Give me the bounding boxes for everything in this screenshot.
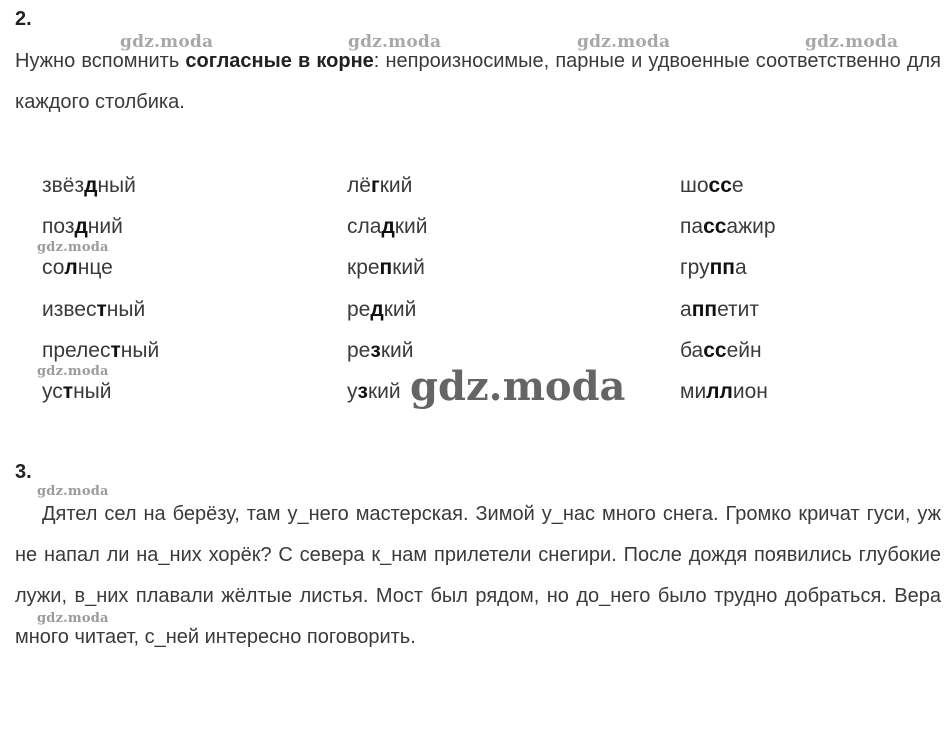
word-part: ний	[87, 215, 123, 239]
word-consonant: т	[96, 297, 107, 321]
word-part: ре	[347, 297, 371, 321]
intro-text-end: : непроизносимые, парные и удвоенные соответственно для каждого столбика.	[15, 50, 941, 113]
word-consonant: д	[370, 297, 384, 321]
word-column-2	[347, 165, 427, 412]
word-consonant: з	[357, 379, 368, 403]
word-consonant: п	[379, 256, 393, 280]
watermark: gdz.moda	[37, 364, 109, 379]
word-item	[680, 330, 776, 371]
word-part: извес	[42, 297, 97, 321]
word-consonant: сс	[708, 174, 732, 197]
word-item	[347, 206, 427, 247]
word-part: ми	[680, 379, 707, 403]
word-part: кий	[379, 174, 413, 197]
word-consonant: л	[64, 256, 78, 280]
task-2-number: 2.	[15, 8, 32, 30]
word-part: нце	[77, 256, 113, 280]
watermark: gdz.moda	[37, 240, 109, 255]
word-consonant: сс	[703, 215, 727, 239]
word-part: кий	[394, 215, 428, 239]
word-item	[42, 330, 159, 371]
word-item	[347, 330, 427, 371]
word-consonant: д	[84, 174, 98, 197]
word-item	[347, 289, 427, 330]
word-part: ный	[120, 338, 160, 362]
word-item	[680, 206, 776, 247]
word-part: ба	[680, 338, 704, 362]
intro-text-start: Нужно вспомнить	[15, 50, 186, 72]
word-part: звёз	[42, 174, 85, 197]
word-part: а	[680, 297, 692, 321]
watermark: gdz.moda	[805, 32, 899, 52]
word-part: ажир	[726, 215, 776, 239]
word-consonant: г	[370, 174, 380, 197]
word-part: сла	[347, 215, 382, 239]
word-item	[680, 289, 776, 330]
word-part: ейн	[726, 338, 762, 362]
intro-text-bold: согласные в корне	[185, 50, 374, 72]
word-item	[42, 206, 159, 247]
word-part: е	[731, 174, 744, 197]
word-consonant: т	[62, 379, 74, 403]
word-consonant: з	[370, 338, 381, 362]
word-column-1	[42, 165, 159, 412]
word-consonant: пп	[691, 297, 718, 321]
watermark-large: gdz.moda	[410, 363, 626, 410]
task-2-intro	[15, 41, 941, 123]
watermark: gdz.moda	[37, 484, 109, 499]
word-item	[42, 289, 159, 330]
watermark: gdz.moda	[577, 32, 671, 52]
word-part: а	[734, 256, 747, 280]
word-part: ус	[42, 379, 63, 403]
word-part: гру	[680, 256, 710, 280]
word-item	[680, 371, 776, 412]
word-part: ион	[732, 379, 768, 403]
word-part: поз	[42, 215, 75, 239]
word-part: ре	[347, 338, 371, 362]
word-item	[347, 371, 427, 412]
task-3-number: 3.	[15, 461, 32, 483]
word-item	[42, 165, 159, 206]
word-part: ный	[106, 297, 146, 321]
watermark: gdz.moda	[348, 32, 442, 52]
word-part: кий	[383, 297, 417, 321]
word-item	[680, 165, 776, 206]
word-part: шо	[680, 174, 709, 197]
word-consonant: т	[110, 338, 121, 362]
word-part: у	[347, 379, 358, 403]
word-part: па	[680, 215, 704, 239]
word-part: кий	[380, 338, 414, 362]
word-part: кий	[367, 379, 401, 403]
word-part: прелес	[42, 338, 111, 362]
word-part: етит	[717, 297, 760, 321]
word-consonant: д	[381, 215, 395, 239]
watermark: gdz.moda	[37, 611, 109, 626]
watermark: gdz.moda	[120, 32, 214, 52]
word-column-3	[680, 165, 776, 412]
word-part: кий	[392, 256, 425, 280]
word-consonant: д	[74, 215, 88, 239]
word-part: кре	[347, 256, 380, 280]
word-item	[680, 247, 776, 288]
word-item	[347, 247, 427, 288]
word-item	[42, 371, 159, 412]
word-part: со	[42, 256, 65, 280]
word-consonant: лл	[706, 379, 733, 403]
word-part: ный	[73, 379, 112, 403]
word-consonant: пп	[709, 256, 735, 280]
word-item	[42, 247, 159, 288]
word-part: ный	[97, 174, 136, 197]
word-item	[347, 165, 427, 206]
task-3-text: Дятел сел на берёзу, там у_него мастерская. Зимой у_нас много снега. Громко кричат гуси, уж не напал ли на_них хорёк? С севера к_нам прилетели снегири. После дождя появились глубокие лужи, в_них плавали жёлтые листья. Мост был рядом, но до_него было трудно добраться. Вера много читает, с_ней интересно поговорить.	[15, 503, 941, 648]
word-part: лё	[347, 174, 371, 197]
word-consonant: сс	[703, 338, 727, 362]
